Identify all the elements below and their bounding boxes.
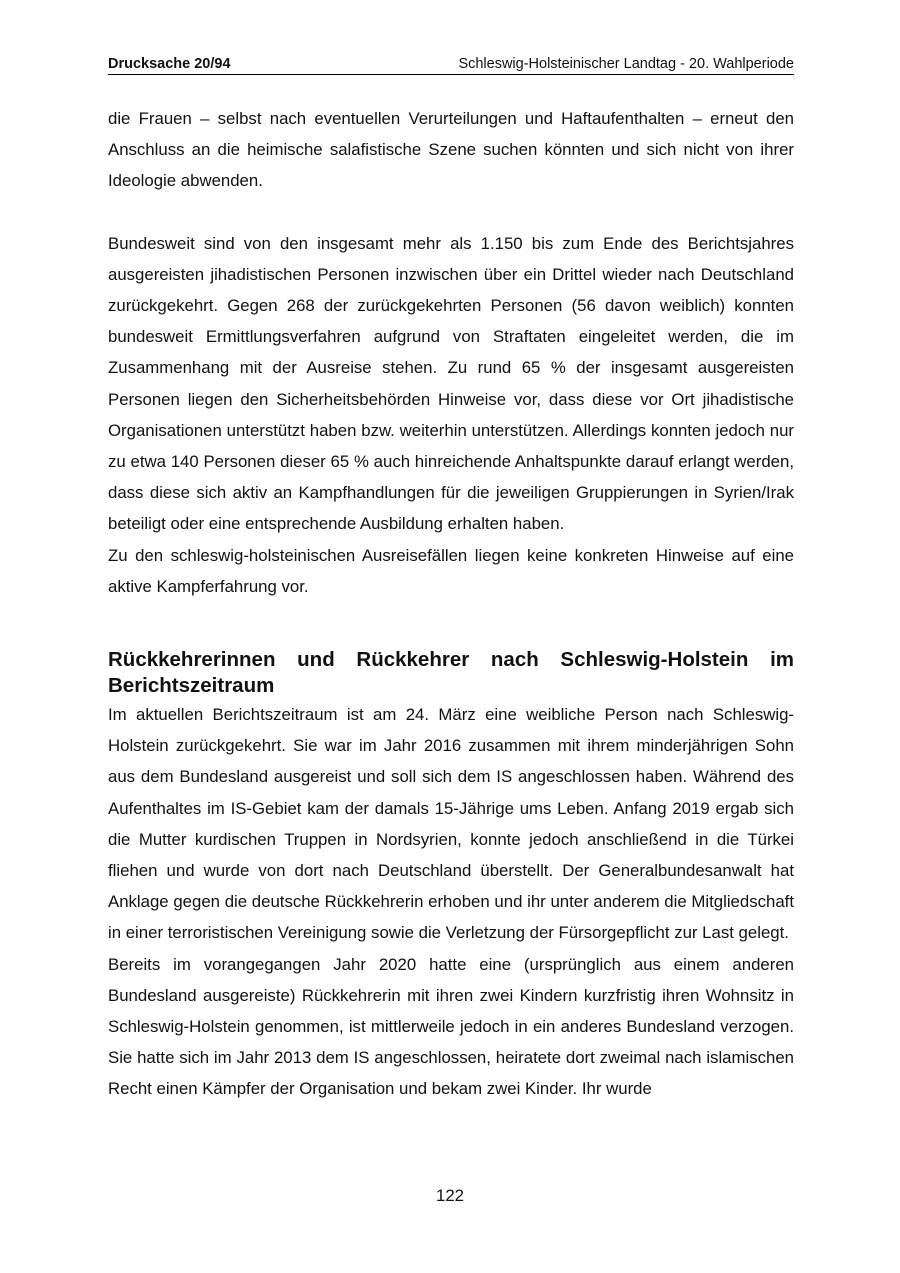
document-number: Drucksache 20/94 <box>108 56 231 72</box>
paragraph-sh-departures: Zu den schleswig-holsteinischen Ausreisefällen liegen keine konkreten Hinweise auf eine aktive Kampferfahrung vor. <box>108 545 794 596</box>
paragraph-spacer <box>108 197 794 228</box>
paragraph-returnee-2021: Im aktuellen Berichtszeitraum ist am 24. März eine weibliche Person nach Schleswig-Holstein zurückgekehrt. Sie war im Jahr 2016 zusammen mit ihrem minderjährigen Sohn aus dem Bundesland ausgereist und soll sich dem IS angeschlossen haben. Während des Aufenthaltes im IS-Gebiet kam der damals 15-Jährige ums Leben. Anfang 2019 ergab sich die Mutter kurdischen Truppen in Nordsyrien, konnte jedoch anschließend in die Türkei fliehen und wurde von dort nach Deutschland überstellt. Der Generalbundesanwalt hat Anklage gegen die deutsche Rückkehrerin erhoben und ihr unter anderem die Mitgliedschaft in einer terroristischen Vereinigung sowie die Verletzung der Fürsorgepflicht zur Last gelegt. <box>108 705 794 943</box>
section-heading: Rückkehrerinnen und Rückkehrer nach Schleswig-Holstein im Berichtszeitraum <box>108 648 794 698</box>
page-header <box>108 54 794 75</box>
publication-title: Schleswig-Holsteinischer Landtag - 20. Wahlperiode <box>458 56 794 72</box>
paragraph-continuation: die Frauen – selbst nach eventuellen Verurteilungen und Haftaufenthalten – erneut den Anschluss an die heimische salafistische Szene suchen könnten und sich nicht von ihrer Ideologie abwenden. <box>108 109 794 191</box>
page-body <box>108 103 794 1105</box>
page-number: 122 <box>436 1186 464 1205</box>
paragraph-nationwide-returnees: Bundesweit sind von den insgesamt mehr als 1.150 bis zum Ende des Berichtsjahres ausgereisten jihadistischen Personen inzwischen über ein Drittel wieder nach Deutschland zurückgekehrt. Gegen 268 der zurückgekehrten Personen (56 davon weiblich) konnten bundesweit Ermittlungsverfahren aufgrund von Straftaten eingeleitet werden, die im Zusammenhang mit der Ausreise stehen. Zu rund 65 % der insgesamt ausgereisten Personen liegen den Sicherheitsbehörden Hinweise vor, dass diese vor Ort jihadistische Organisationen unterstützt haben bzw. weiterhin unterstützen. Allerdings konnten jedoch nur zu etwa 140 Personen dieser 65 % auch hinreichende Anhaltspunkte darauf erlangt werden, dass diese sich aktiv an Kampfhandlungen für die jeweiligen Gruppierungen in Syrien/Irak beteiligt oder eine entsprechende Ausbildung erhalten haben. <box>108 233 794 534</box>
paragraph-returnee-2020: Bereits im vorangegangen Jahr 2020 hatte eine (ursprünglich aus einem anderen Bundesland ausgereiste) Rückkehrerin mit ihren zwei Kindern kurzfristig ihren Wohnsitz in Schleswig-Holstein genommen, ist mittlerweile jedoch in ein anderes Bundesland verzogen. Sie hatte sich im Jahr 2013 dem IS angeschlossen, heiratete dort zweimal nach islamischen Recht einen Kämpfer der Organisation und bekam zwei Kinder. Ihr wurde <box>108 954 794 1099</box>
